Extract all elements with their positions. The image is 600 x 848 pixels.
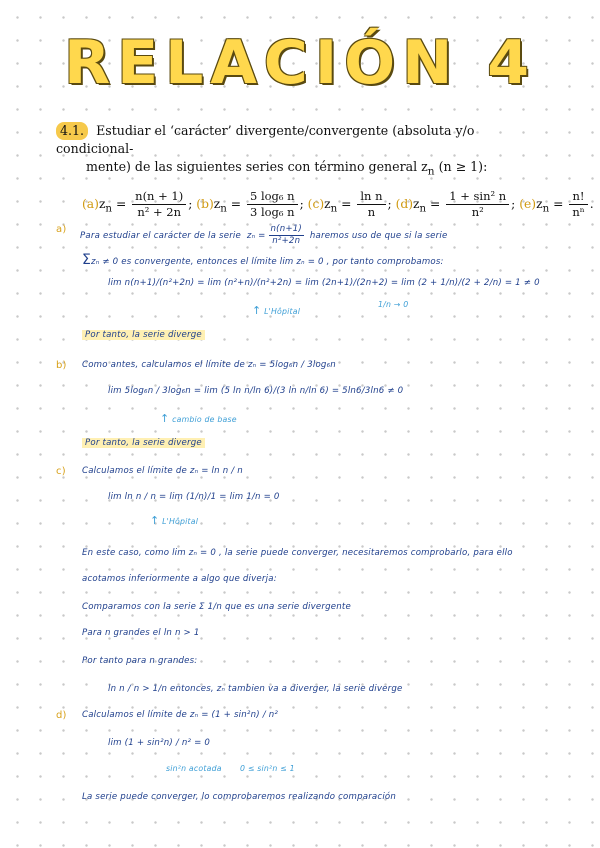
series-label-e: (e) bbox=[519, 196, 537, 211]
c-text-5: Por tanto para n grandes: bbox=[82, 656, 198, 666]
c-text-2: acotamos inferiormente a algo que diverja: bbox=[82, 574, 277, 584]
a-side-note: 1/n → 0 bbox=[378, 300, 409, 309]
series-label-a: (a) bbox=[82, 196, 99, 211]
b-limit-chain: lim 5log₆n / 3log₆n = lim (5 ln n/ln 6)/(3 ln n/ln 6) = 5ln6/3ln6 ≠ 0 bbox=[108, 386, 404, 396]
series-a-fraction: $\frac{n(n + 1)}{\text{n² + 2n}}$ bbox=[132, 189, 186, 220]
d-limit-chain: lim (1 + sin²n) / n² = 0 bbox=[108, 738, 211, 748]
series-label-d: (d) bbox=[395, 196, 414, 211]
a-line-2: Σzₙ ≠ 0 es convergente, entonces el límite lim zₙ = 0 , por tanto comprobamos: bbox=[82, 252, 444, 268]
a-line-1: Para estudiar el carácter de la serie zₙ = $\frac{n(n+1)}{\text{n²+2n}}$ haremos uso de que si la serie bbox=[80, 224, 448, 246]
a-hopital-note: ↑ L'Hôpital bbox=[252, 304, 301, 317]
c-text-4: Para n grandes el ln n > 1 bbox=[82, 628, 200, 638]
b-conclusion: Por tanto, la serie diverge bbox=[82, 438, 205, 448]
c-line-1: Calculamos el límite de zₙ = ln n / n bbox=[82, 466, 243, 476]
statement-line-1: Estudiar el ‘carácter’ divergente/convergente (absoluta y/o condicional- bbox=[56, 123, 475, 156]
a-limit-chain: lim n(n+1)/(n²+2n) = lim (n²+n)/(n²+2n) = lim (2n+1)/(2n+2) = lim (2 + 1/n)/(2 + 2/n) = 1 ≠ 0 bbox=[108, 278, 540, 288]
c-limit-chain: lim ln n / n = lim (1/n)/1 = lim 1/n = 0 bbox=[108, 492, 280, 502]
a-conclusion: Por tanto, la serie diverge bbox=[82, 330, 205, 340]
problem-number: 4.1. bbox=[56, 122, 88, 140]
series-list: $(a)z_n$ = $\frac{n(n + 1)}{\text{n² + 2n}}$ ; $(b)z_n$ = $\frac{\text{5 log₆ n}}{\text{3 log₆ n}}$ ; $(c)z_n$ = $\frac{\text{ln n}}{n}$ ; $(d)z_n$ = $\frac{\text{1 + sin² n}}{\text{n²}}$ ; $(e)z_n$ = $\frac{n!}{\text{nⁿ}}$ . bbox=[82, 188, 594, 219]
c-hopital-note: ↑ L'Hôpital bbox=[150, 514, 199, 527]
c-text-1: En este caso, como lim zₙ = 0 , la serie puede converger, necesitaremos comprobarlo, para ello bbox=[82, 548, 513, 558]
label-a: a) bbox=[56, 224, 67, 235]
series-label-c: (c) bbox=[307, 196, 325, 211]
statement-tail: (n ≥ 1): bbox=[434, 159, 488, 174]
c-text-6: ln n / n > 1/n entonces, zₙ tambien va a diverger, la serie diverge bbox=[108, 684, 403, 694]
c-text-3: Comparamos con la serie Σ 1/n que es una serie divergente bbox=[82, 602, 351, 612]
label-c: c) bbox=[56, 466, 66, 477]
series-label-b: (b) bbox=[196, 196, 214, 211]
series-e-fraction: $\frac{n!}{\text{nⁿ}}$ bbox=[569, 189, 587, 220]
d-bounded-note: sin²n acotada bbox=[166, 764, 222, 773]
series-d-fraction: $\frac{\text{1 + sin² n}}{\text{n²}}$ bbox=[446, 189, 509, 220]
d-line-1: Calculamos el límite de zₙ = (1 + sin²n) / n² bbox=[82, 710, 279, 720]
statement-line-2: mente) de las siguientes series con término general z bbox=[86, 159, 428, 174]
d-range-note: 0 ≤ sin²n ≤ 1 bbox=[240, 764, 295, 773]
series-b-fraction: $\frac{\text{5 log₆ n}}{\text{3 log₆ n}}$ bbox=[247, 189, 298, 220]
series-c-fraction: $\frac{\text{ln n}}{n}$ bbox=[357, 189, 385, 220]
page-title: RELACIÓN 4 bbox=[63, 28, 537, 98]
label-d: d) bbox=[56, 710, 67, 721]
problem-statement: 4.1. Estudiar el ‘carácter’ divergente/convergente (absoluta y/o condicional- mente) de las siguientes series con término general $z_n$ (n ≥ 1): $(a)z_n$ = $\frac{n(n + 1)}{\text{n² + 2n}}$ ; $(b)z_n$ = $\frac{\text{5 log₆ n}}{\text{3 log₆ n}}$ ; $(c)z_n$ = $\frac{\text{ln n}}{n}$ ; $(d)z_n$ = $\frac{\text{1 + sin² n}}{\text{n²}}$ ; $(e)z_n$ = $\frac{n!}{\text{nⁿ}}$ . bbox=[56, 123, 594, 219]
b-base-change-note: ↑ cambio de base bbox=[160, 412, 237, 425]
label-b: b) bbox=[56, 360, 67, 371]
b-line-1: Como antes, calculamos el límite de zₙ = 5log₆n / 3log₆n bbox=[82, 360, 336, 370]
d-text: La serie puede converger, lo comprobaremos realizando comparación bbox=[82, 792, 397, 802]
